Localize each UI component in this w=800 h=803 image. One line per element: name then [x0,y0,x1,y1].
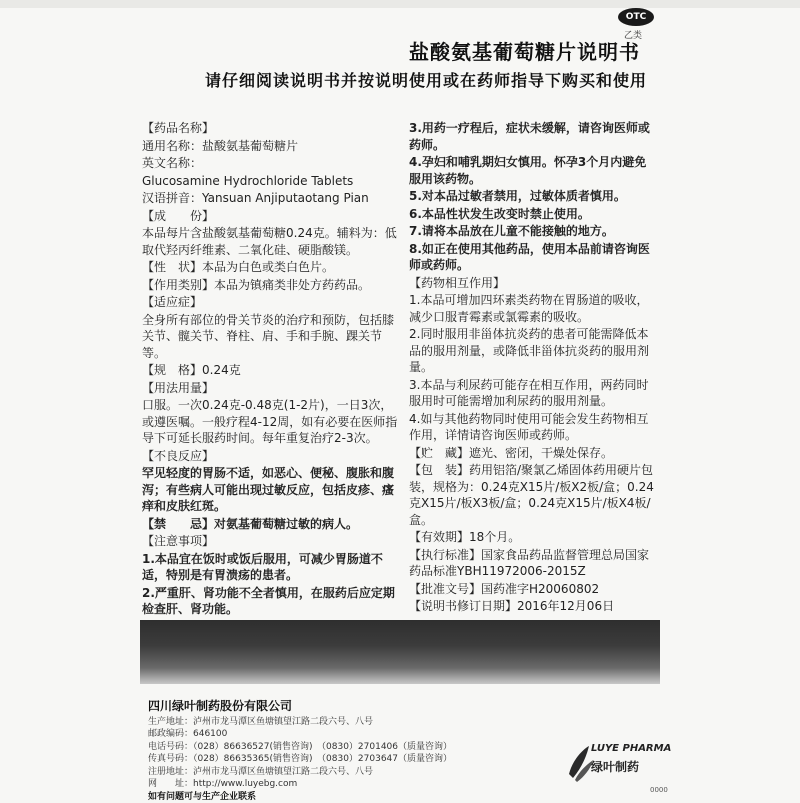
interaction-item-2: 2.同时服用非甾体抗炎药的患者可能需降低本品的服用剂量，或降低非甾体抗炎药的服用剂量。 [409,326,654,376]
revision-date-text: 【说明书修订日期】2016年12月06日 [409,598,654,615]
interaction-item-3: 3.本品与利尿药可能存在相互作用，两药同时服用时可能需增加利尿药的服用剂量。 [409,377,654,410]
storage-text: 【贮 藏】遮光、密闭，干燥处保存。 [409,445,654,462]
document-title: 盐酸氨基葡萄糖片说明书 [409,36,640,65]
manufacture-address: 生产地址：泸州市龙马潭区鱼塘镇望江路二段六号、八号 [148,716,618,729]
adverse-heading: 【不良反应】 [142,448,404,465]
validity-text: 【有效期】18个月。 [409,529,654,546]
company-name: 四川绿叶制药股份有限公司 [148,700,618,713]
dosage-text: 口服。一次0.24克-0.48克(1-2片)，一日3次，或遵医嘱。一般疗程4-12周，如有必要在医师指导下可延长服药时间。每年重复治疗2-3次。 [142,397,404,447]
indication-heading: 【适应症】 [142,294,404,311]
contact-note: 如有问题可与生产企业联系 [148,791,618,803]
top-edge [0,0,800,8]
precaution-item-6: 6.本品性状发生改变时禁止使用。 [409,206,654,223]
english-name: Glucosamine Hydrochloride Tablets [142,173,404,190]
precaution-item-4: 4.孕妇和哺乳期妇女慎用。怀孕3个月内避免服用该药物。 [409,154,654,187]
precaution-heading: 【注意事项】 [142,533,404,550]
otc-class-label: 乙类 [624,28,642,41]
pinyin-name: 汉语拼音：Yansuan Anjiputaotang Pian [142,190,404,207]
standard-text: 【执行标准】国家食品药品监督管理总局国家药品标准YBH11972006-2015Z [409,547,654,580]
precaution-item-2: 2.严重肝、肾功能不全者慎用，在服药后应定期检查肝、肾功能。 [142,585,404,618]
precaution-item-5: 5.对本品过敏者禁用，过敏体质者慎用。 [409,188,654,205]
website: 网 址：http://www.luyebg.com [148,778,618,791]
composition-text: 本品每片含盐酸氨基葡萄糖0.24克。辅料为：低取代羟丙纤维素、二氧化硅、硬脂酸镁。 [142,225,404,258]
category-text: 【作用类别】本品为镇痛类非处方药药品。 [142,277,404,294]
phone-numbers: 电话号码：（028）86636527(销售咨询) （0830）2701406（质量咨询） [148,741,618,754]
logo-english: LUYE PHARMA [591,743,671,754]
logo-chinese: 绿叶制药 [591,758,639,775]
decorative-band [140,620,660,684]
interaction-heading: 【药物相互作用】 [409,275,654,292]
composition-heading: 【成 份】 [142,208,404,225]
english-name-label: 英文名称： [142,155,404,172]
postcode: 邮政编码：646100 [148,728,618,741]
document-subtitle: 请仔细阅读说明书并按说明使用或在药师指导下购买和使用 [205,68,647,91]
right-column [409,120,654,616]
company-info [148,700,618,803]
character-text: 【性 状】本品为白色或类白色片。 [142,259,404,276]
document-code: 0000 [650,786,668,794]
precaution-item-8: 8.如正在使用其他药品，使用本品前请咨询医师或药师。 [409,241,654,274]
spec-text: 【规 格】0.24克 [142,362,404,379]
drug-name-heading: 【药品名称】 [142,120,404,137]
dosage-heading: 【用法用量】 [142,380,404,397]
left-column [142,120,404,619]
approval-text: 【批准文号】国药准字H20060802 [409,581,654,598]
interaction-item-1: 1.本品可增加四环素类药物在胃肠道的吸收，减少口服青霉素或氯霉素的吸收。 [409,292,654,325]
precaution-item-3: 3.用药一疗程后，症状未缓解，请咨询医师或药师。 [409,120,654,153]
fax-numbers: 传真号码：（028）86635365(销售咨询) （0830）2703647（质量咨询） [148,753,618,766]
adverse-text: 罕见轻度的胃肠不适，如恶心、便秘、腹胀和腹泻；有些病人可能出现过敏反应，包括皮疹、瘙痒和皮肤红斑。 [142,465,404,515]
precaution-item-7: 7.请将本品放在儿童不能接触的地方。 [409,223,654,240]
indication-text: 全身所有部位的骨关节炎的治疗和预防，包括膝关节、髋关节、脊柱、肩、手和手腕、踝关节等。 [142,312,404,362]
precaution-item-1: 1.本品宜在饭时或饭后服用，可减少胃肠道不适，特别是有胃溃疡的患者。 [142,551,404,584]
generic-name: 通用名称：盐酸氨基葡萄糖片 [142,138,404,155]
registered-address: 注册地址：泸州市龙马潭区鱼塘镇望江路二段六号、八号 [148,766,618,779]
otc-badge: OTC [618,8,654,26]
package-text: 【包 装】药用铝箔/聚氯乙烯固体药用硬片包装，规格为：0.24克X15片/板X2板/盒；0.24克X15片/板X3板/盒；0.24克X15片/板X4板/盒。 [409,462,654,528]
interaction-item-4: 4.如与其他药物同时使用可能会发生药物相互作用，详情请咨询医师或药师。 [409,411,654,444]
contraindication-text: 【禁 忌】对氨基葡萄糖过敏的病人。 [142,516,404,533]
